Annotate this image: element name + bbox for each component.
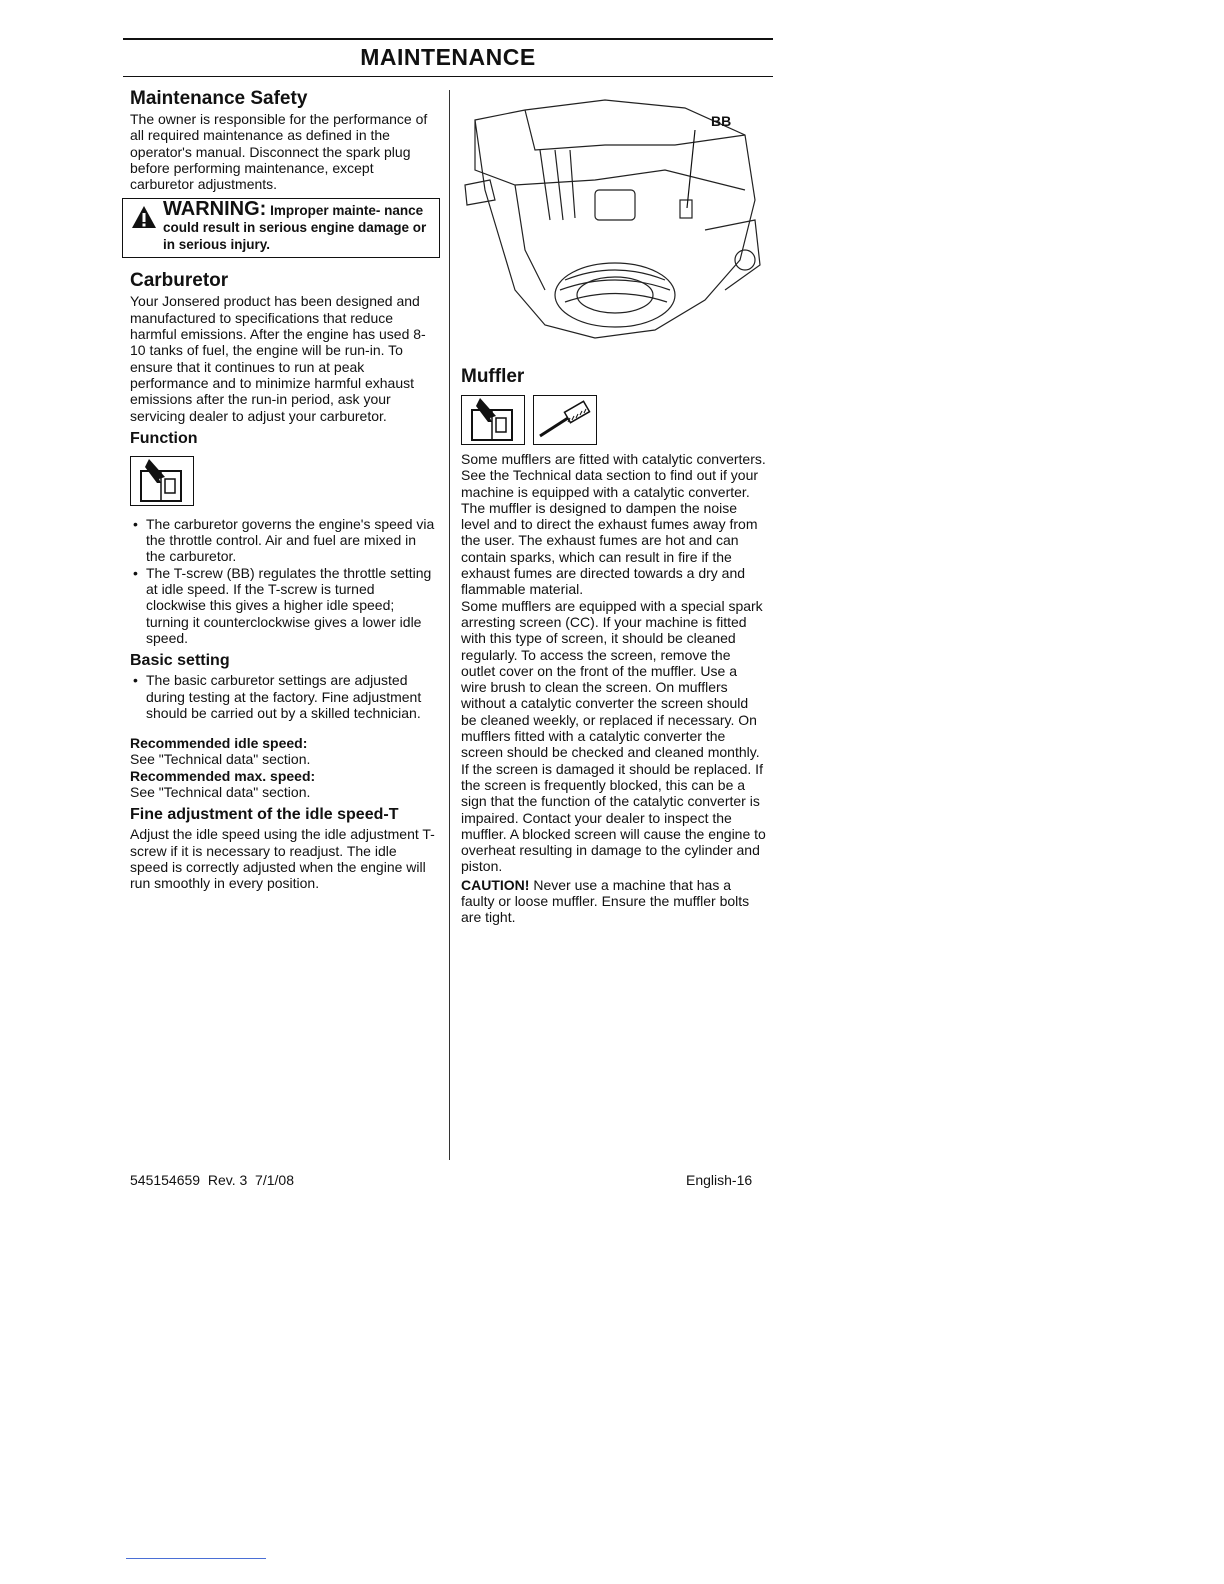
function-bullet: • The T-screw (BB) regulates the throttle setting at idle speed. If the T-screw is turned clockwise this gives a higher idle speed; turning it counterclockwise gives a lower idle speed. [146, 565, 438, 646]
caution-label: CAUTION! [461, 876, 530, 893]
muffler-icons [461, 389, 766, 451]
header-rule-bottom [123, 76, 773, 77]
basic-setting-heading: Basic setting [130, 652, 230, 670]
wire-brush-icon [533, 395, 597, 445]
fine-adjustment-text: Adjust the idle speed using the idle adjustment T-screw if it is necessary to readjust. The idle speed is correctly adjusted when the engine will run smoothly in every position. [130, 826, 435, 892]
recommended-idle-text: See "Technical data" section. [130, 751, 311, 768]
doc-number: 545154659 Rev. 3 7/1/08 [130, 1172, 294, 1188]
caution-paragraph [461, 877, 766, 926]
right-column [461, 366, 766, 926]
warning-title: WARNING: [163, 198, 267, 221]
basic-setting-bullet-list [130, 672, 438, 721]
maintenance-safety-heading: Maintenance Safety [130, 88, 308, 109]
read-manual-icon [461, 395, 525, 445]
page-number: English-16 [686, 1172, 753, 1188]
recommended-idle-label: Recommended idle speed: [130, 735, 308, 752]
column-divider [449, 90, 450, 1160]
left-column [130, 88, 438, 892]
muffler-paragraph-2: The muffler is designed to dampen the noise level and to direct the exhaust fumes away from the user. The exhaust fumes are hot and can contain sparks, which can result in fire if the exhaust fumes are directed towards a dry and flammable material. [461, 499, 758, 598]
recommended-max-text: See "Technical data" section. [130, 784, 311, 801]
fine-adjustment-heading: Fine adjustment of the idle speed-T [130, 806, 399, 824]
muffler-paragraph-3: Some mufflers are equipped with a special spark arresting screen (CC). If your machine is fitted with this type of screen, it should be cleaned regularly. To access the screen, remove the outlet cover on the front of the muffler. Use a wire brush to clean the screen. On mufflers without a catalytic converter the screen should be cleaned weekly, or replaced if necessary. On mufflers fitted with a catalytic converter the screen should be checked and cleaned monthly. If the screen is damaged it should be replaced. If the screen is frequently blocked, this can be a sign that the function of the catalytic converter is impaired. Contact your dealer to inspect the muffler. A blocked screen will cause the engine to overheat resulting in damage to the cylinder and piston. [461, 597, 766, 875]
muffler-heading: Muffler [461, 366, 525, 387]
warning-text: nance could result in serious engine damage or in serious injury. [163, 203, 427, 253]
carburetor-heading: Carburetor [130, 270, 229, 292]
basic-setting-bullet: • The basic carburetor settings are adjusted during testing at the factory. Fine adjustment should be carried out by a skilled technician. [146, 672, 438, 721]
recommended-max-label: Recommended max. speed: [130, 767, 316, 784]
figure-label-bb: BB [711, 113, 732, 129]
carburetor-text: Your Jonsered product has been designed and manufactured to specifications that reduce harmful emissions. After the engine has used 8-10 tanks of fuel, the engine will be run-in. To ensure that it continues to run at peak performance and to minimize harmful exhaust emissions after the run-in period, ask your servicing dealer to adjust your carburetor. [130, 293, 426, 424]
header-rule-top [123, 38, 773, 40]
maintenance-safety-text: The owner is responsible for the performance of all required maintenance as defined in the operator's manual. Disconnect the spark plug before performing maintenance, except carburetor adjustments. [130, 111, 428, 193]
muffler-paragraph-1: Some mufflers are fitted with catalytic converters. See the Technical data section to find out if your machine is equipped with a catalytic converter. [461, 451, 766, 500]
warning-lead: Improper mainte- [270, 203, 381, 219]
read-manual-icon [130, 456, 194, 506]
warning-box [122, 198, 440, 258]
page-title: MAINTENANCE [360, 44, 536, 70]
warning-triangle-icon [131, 205, 157, 229]
function-bullet-list [130, 516, 438, 646]
engine-carburetor-illustration [455, 90, 770, 345]
function-heading: Function [130, 429, 198, 447]
bottom-link-underline [126, 1558, 266, 1559]
caution-text: Never use a machine that has a faulty or loose muffler. Ensure the muffler bolts are tight. [461, 876, 750, 926]
function-bullet: • The carburetor governs the engine's speed via the throttle control. Air and fuel are mixed in the carburetor. [146, 516, 438, 565]
